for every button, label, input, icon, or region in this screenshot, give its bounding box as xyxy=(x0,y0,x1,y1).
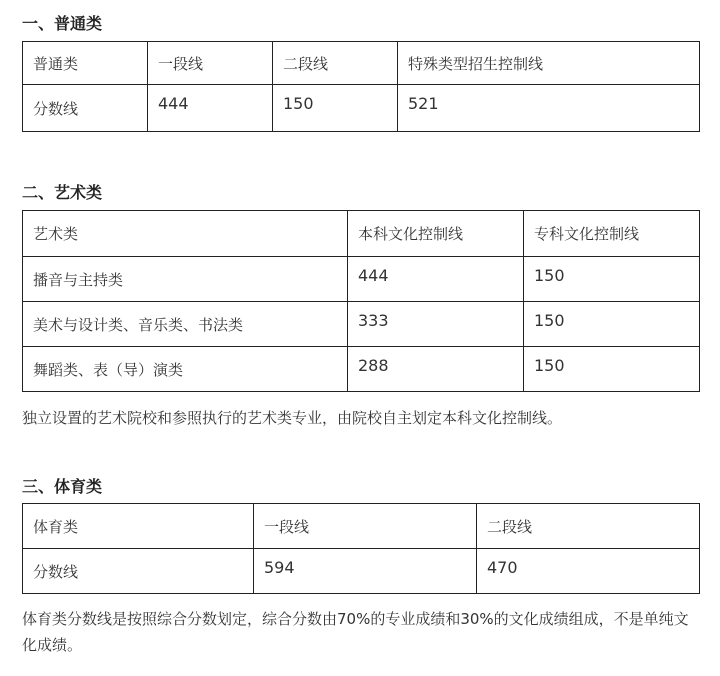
table-row xyxy=(23,257,700,302)
table-cell: 470 xyxy=(477,549,700,594)
table-header-cell: 普通类 xyxy=(23,42,148,85)
table-cell: 333 xyxy=(348,302,524,347)
table-header-cell: 本科文化控制线 xyxy=(348,211,524,257)
table-cell: 分数线 xyxy=(23,549,254,594)
table-cell: 播音与主持类 xyxy=(23,257,348,302)
section-title-arts: 二、艺术类 xyxy=(22,183,103,202)
table-cell: 521 xyxy=(398,85,700,132)
table-header-cell: 二段线 xyxy=(477,504,700,549)
table-row xyxy=(23,302,700,347)
table-header-cell: 特殊类型招生控制线 xyxy=(398,42,700,85)
table-cell: 150 xyxy=(273,85,398,132)
table-cell: 150 xyxy=(524,302,700,347)
table-header-row xyxy=(23,211,700,257)
table-header-cell: 艺术类 xyxy=(23,211,348,257)
table-row xyxy=(23,549,700,594)
table-cell: 444 xyxy=(348,257,524,302)
table-header-row xyxy=(23,504,700,549)
table-header-cell: 二段线 xyxy=(273,42,398,85)
table-header-row xyxy=(23,42,700,85)
table-header-cell: 一段线 xyxy=(148,42,273,85)
table-cell: 288 xyxy=(348,347,524,392)
table-cell: 舞蹈类、表（导）演类 xyxy=(23,347,348,392)
table-row xyxy=(23,85,700,132)
table-cell: 分数线 xyxy=(23,85,148,132)
sports-score-table xyxy=(22,503,700,594)
arts-note: 独立设置的艺术院校和参照执行的艺术类专业，由院校自主划定本科文化控制线。 xyxy=(22,409,563,427)
sports-note: 体育类分数线是按照综合分数划定，综合分数由70%的专业成绩和30%的文化成绩组成，不是单纯文化成绩。 xyxy=(22,610,689,654)
table-cell: 美术与设计类、音乐类、书法类 xyxy=(23,302,348,347)
general-score-table xyxy=(22,41,700,132)
section-title-sports: 三、体育类 xyxy=(22,477,103,496)
table-header-cell: 一段线 xyxy=(254,504,477,549)
table-cell: 444 xyxy=(148,85,273,132)
table-cell: 150 xyxy=(524,347,700,392)
table-cell: 150 xyxy=(524,257,700,302)
table-row xyxy=(23,347,700,392)
section-title-general: 一、普通类 xyxy=(22,14,103,33)
arts-score-table xyxy=(22,210,700,392)
table-header-cell: 专科文化控制线 xyxy=(524,211,700,257)
table-header-cell: 体育类 xyxy=(23,504,254,549)
table-cell: 594 xyxy=(254,549,477,594)
